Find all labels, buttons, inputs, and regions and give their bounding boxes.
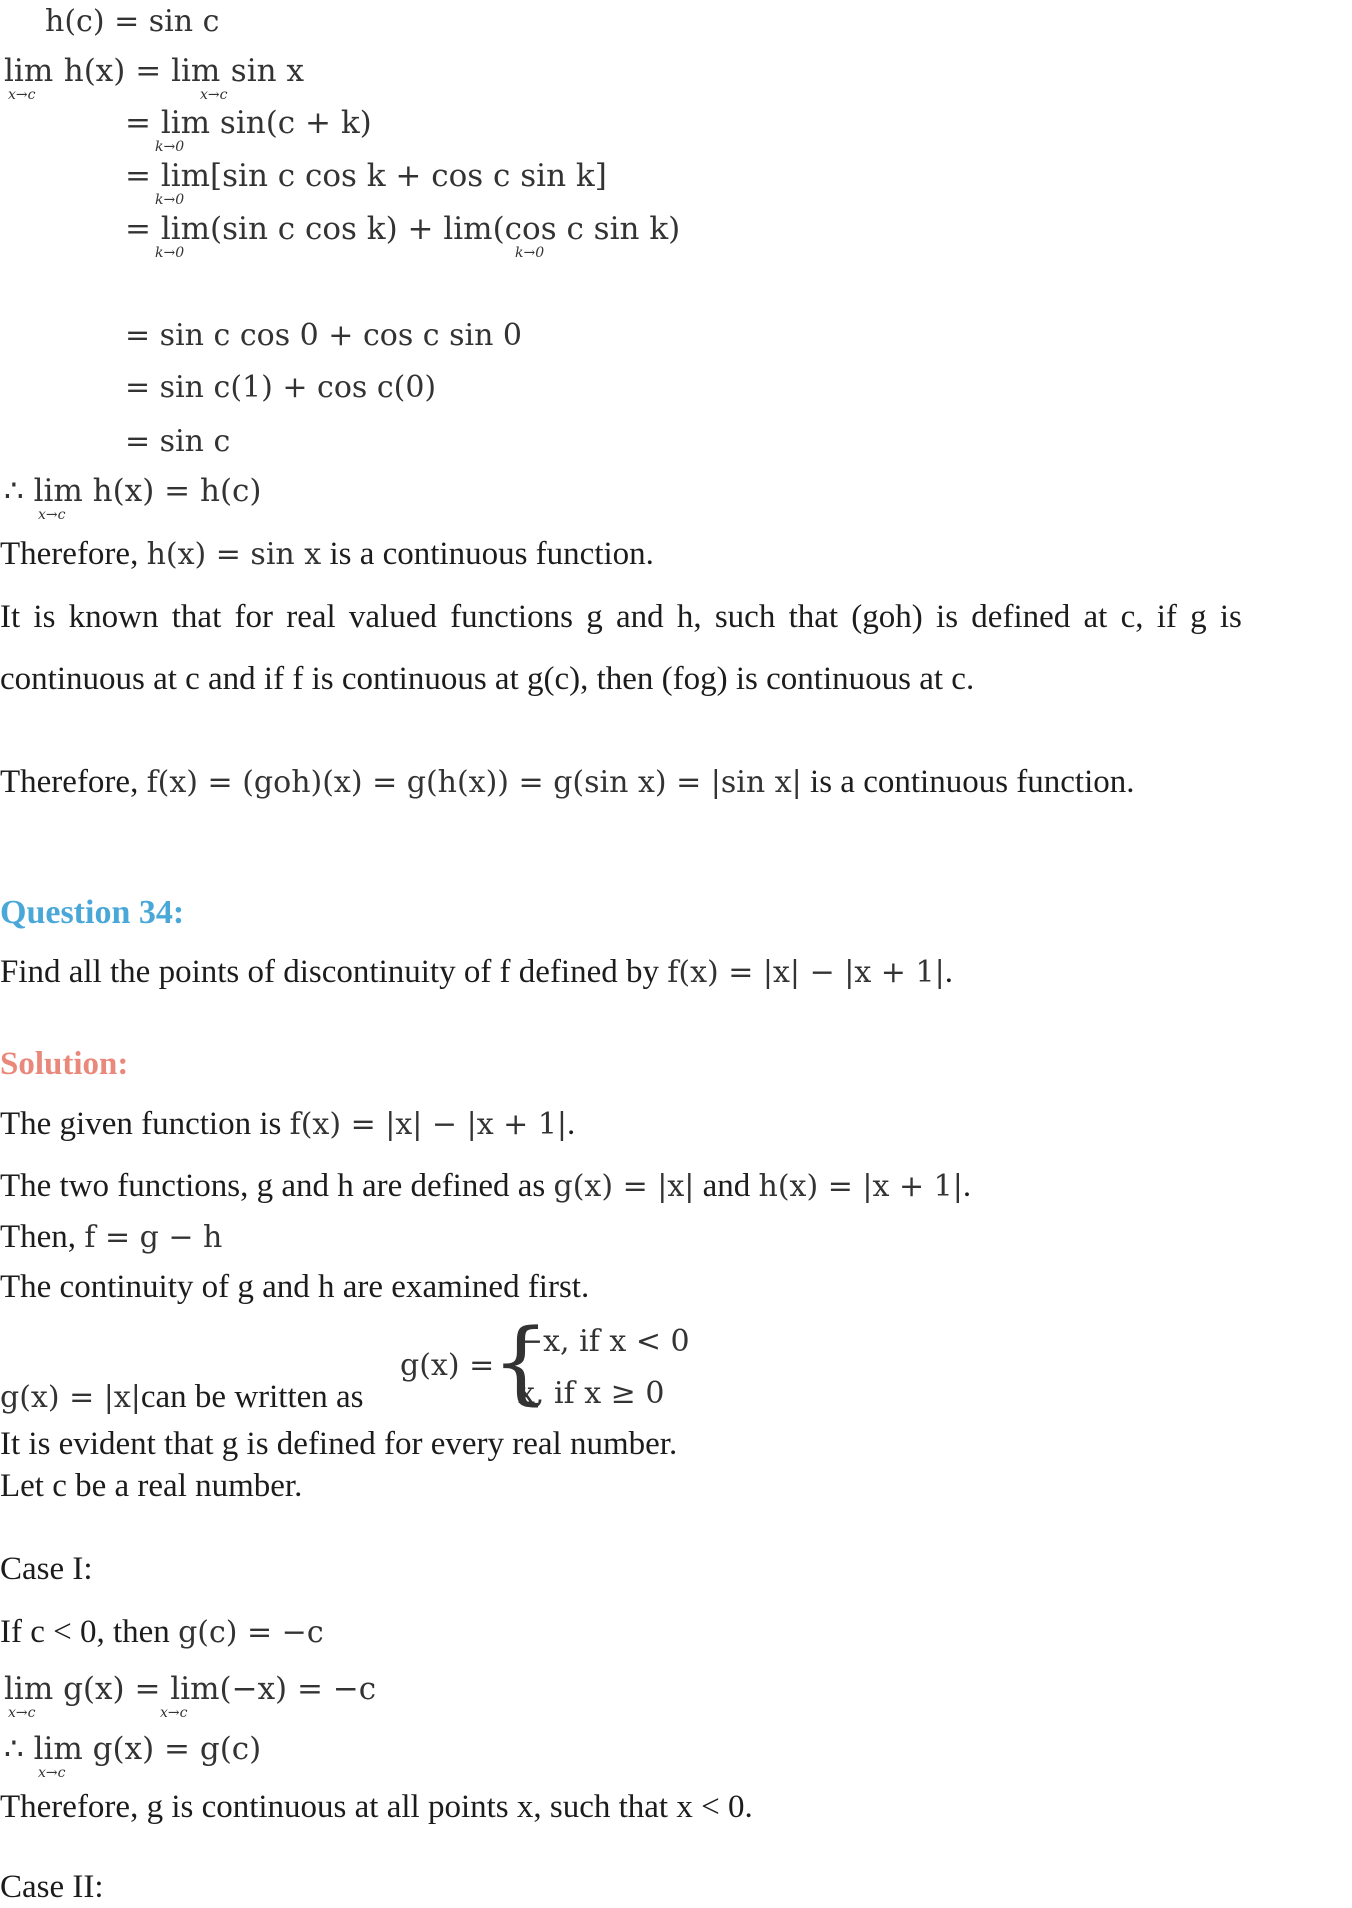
inline-math: g(x) = |x|: [553, 1169, 695, 1204]
text: can be written as: [140, 1379, 364, 1415]
eq-h-of-c: h(c) = sin c: [45, 4, 220, 39]
piecewise-case-2: x, if x ≥ 0: [518, 1376, 665, 1411]
inline-math: h(x) = sin x: [146, 537, 322, 572]
text: The given function is: [0, 1106, 290, 1142]
lim-subscript: x→c: [38, 507, 66, 523]
text: Therefore,: [0, 536, 147, 572]
eq-lim-g-case1: [4, 1668, 377, 1721]
text: If c < 0, then: [0, 1614, 179, 1650]
inline-math: g(x) = |x|: [0, 1380, 141, 1415]
inline-math: f(x) = |x| − |x + 1|: [667, 955, 945, 990]
let-c-real: Let c be a real number.: [0, 1468, 303, 1504]
text: .: [567, 1106, 576, 1142]
if-c-negative: [0, 1613, 324, 1653]
eq-step-4: [125, 155, 607, 208]
inline-math: g(c) = −c: [178, 1615, 324, 1650]
lim-subscript: k→0: [155, 192, 185, 208]
known-fact-line-2: continuous at c and if f is continuous at g(c), then (fog) is continuous at c.: [0, 661, 975, 697]
eq-conclusion: [4, 470, 262, 523]
step-expression: ∴ lim g(x) = g(c): [4, 1731, 262, 1767]
lim-subscript: x→c: [160, 1705, 188, 1721]
continuity-examined: The continuity of g and h are examined first.: [0, 1269, 590, 1305]
step-expression: lim g(x) = lim(−x) = −c: [4, 1671, 377, 1707]
text: The two functions, g and h are defined as: [0, 1168, 554, 1204]
therefore-h-continuous: [0, 535, 654, 575]
therefore-f-continuous: [0, 763, 1135, 803]
lim-subscript: k→0: [515, 245, 545, 261]
lim-subscript: k→0: [155, 245, 185, 261]
lim-subscript: x→c: [8, 87, 36, 103]
eq-step-7: = sin c(1) + cos c(0): [125, 370, 437, 405]
solution-heading: Solution:: [0, 1046, 129, 1082]
given-function: [0, 1105, 575, 1145]
text: Therefore,: [0, 764, 147, 800]
text: Find all the points of discontinuity of f defined by: [0, 954, 668, 990]
eq-step-8: = sin c: [125, 424, 231, 459]
text: .: [962, 1168, 972, 1204]
case-1-heading: Case I:: [0, 1551, 93, 1587]
step-expression: = lim[sin c cos k + cos c sin k]: [125, 158, 607, 194]
text: is a continuous function.: [321, 536, 654, 572]
eq-step-5: [125, 208, 681, 261]
eq-step-3: [125, 102, 372, 155]
known-fact-line-1: It is known that for real valued functions g and h, such that (goh) is defined at c, if g is: [0, 599, 1242, 635]
text: .: [944, 954, 953, 990]
step-expression: ∴ lim h(x) = h(c): [4, 473, 262, 509]
lim-subscript: x→c: [8, 1705, 36, 1721]
eq-lim-g-conclusion: [4, 1728, 262, 1781]
inline-math: f(x) = |x| − |x + 1|: [289, 1107, 568, 1142]
then-f-equals: [0, 1218, 222, 1258]
question-text: [0, 953, 953, 993]
eq-lim-h-x: [4, 50, 304, 103]
lim-word: lim: [4, 53, 54, 89]
question-heading: Question 34:: [0, 894, 185, 931]
inline-math: h(x) = |x + 1|: [758, 1169, 963, 1204]
piecewise-case-1: −x, if x < 0: [518, 1324, 690, 1359]
text: is a continuous function.: [801, 764, 1135, 800]
g-continuous-negative: Therefore, g is continuous at all points x, such that x < 0.: [0, 1789, 753, 1825]
step-expression: = lim sin(c + k): [125, 105, 372, 141]
lim-subscript: x→c: [38, 1765, 66, 1781]
lim-subscript: k→0: [155, 139, 185, 155]
text: Then,: [0, 1219, 85, 1255]
gx-written-as: [0, 1378, 364, 1418]
lim-word: lim: [171, 53, 221, 89]
text: and: [694, 1168, 759, 1204]
two-functions: [0, 1167, 971, 1207]
inline-math: f(x) = (goh)(x) = g(h(x)) = g(sin x) = |sin x|: [146, 765, 802, 800]
g-defined-everywhere: It is evident that g is defined for every real number.: [0, 1426, 678, 1462]
piecewise-lhs: g(x) =: [400, 1348, 495, 1383]
lim-expression: sin x: [230, 53, 304, 89]
eq-step-6: = sin c cos 0 + cos c sin 0: [125, 318, 523, 353]
case-2-heading: Case II:: [0, 1869, 104, 1905]
lim-subscript: x→c: [200, 87, 228, 103]
left-brace: {: [492, 1310, 550, 1415]
inline-math: f = g − h: [84, 1220, 223, 1255]
lim-expression: h(x) =: [63, 53, 172, 89]
step-expression: = lim(sin c cos k) + lim(cos c sin k): [125, 211, 681, 247]
